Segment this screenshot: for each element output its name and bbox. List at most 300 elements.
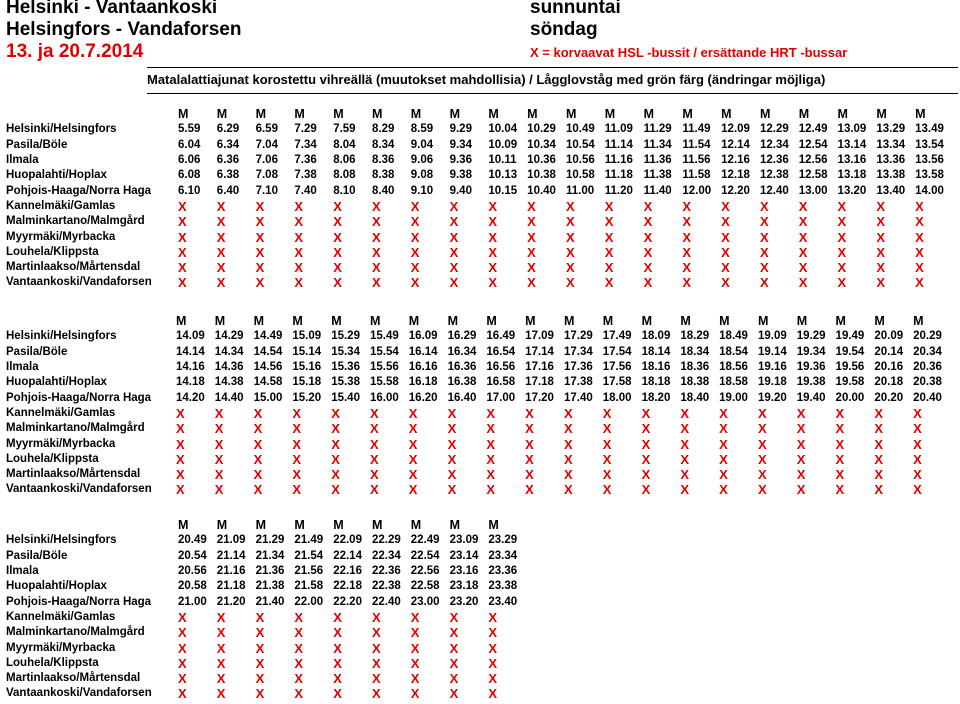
departure-time: 6.38 <box>216 169 240 182</box>
bus-replacement-mark: X <box>563 482 573 498</box>
bus-replacement-mark: X <box>835 451 845 467</box>
bus-replacement-mark: X <box>913 436 922 452</box>
train-type-header: M <box>602 314 614 329</box>
departure-time: 17.00 <box>486 391 516 404</box>
bus-replacement-mark: X <box>369 436 379 452</box>
departure-time: 12.56 <box>798 154 828 167</box>
bus-replacement-mark: X <box>447 451 457 467</box>
bus-replacement-mark: X <box>449 275 459 291</box>
bus-replacement-mark: X <box>680 482 690 498</box>
timetable-row <box>0 229 954 244</box>
timetable-row <box>0 579 527 594</box>
bus-replacement-mark: X <box>408 421 418 437</box>
bus-replacement-mark: X <box>757 405 767 421</box>
station-name: Martinlaakso/Mårtensdal <box>6 672 141 685</box>
departure-time: 18.36 <box>680 361 710 374</box>
train-type-header: M <box>641 314 652 329</box>
departure-time: 16.36 <box>447 361 477 374</box>
departure-time: 17.20 <box>525 391 554 404</box>
bus-replacement-mark: X <box>333 671 342 687</box>
station-name: Pohjois-Haaga/Norra Haga <box>6 595 152 608</box>
bus-replacement-mark: X <box>682 244 692 260</box>
bus-replacement-mark: X <box>255 229 265 245</box>
bus-replacement-mark: X <box>643 229 653 245</box>
departure-time: 20.54 <box>178 549 207 562</box>
bus-replacement-mark: X <box>408 482 418 498</box>
bus-replacement-mark: X <box>410 625 420 641</box>
weekday-fi: sunnuntai <box>530 0 621 18</box>
bus-legend: X = korvaavat HSL -bussit / ersättande HRT -bussar <box>530 45 848 60</box>
bus-replacement-mark: X <box>255 671 265 687</box>
timetable-row <box>0 686 527 701</box>
departure-time: 11.38 <box>643 169 672 182</box>
bus-replacement-mark: X <box>486 436 496 452</box>
departure-time: 17.36 <box>563 361 593 374</box>
timetable-row <box>0 467 952 482</box>
bus-replacement-mark: X <box>525 451 534 467</box>
timetable-row <box>0 564 527 579</box>
bus-replacement-mark: X <box>719 451 728 467</box>
bus-replacement-mark: X <box>796 405 806 421</box>
departure-time: 13.36 <box>876 154 906 167</box>
train-type-header: M <box>176 314 187 329</box>
departure-time: 17.29 <box>563 330 593 343</box>
departure-time: 23.20 <box>449 595 479 608</box>
departure-time: 13.40 <box>876 184 906 197</box>
bus-replacement-mark: X <box>565 260 575 276</box>
bus-replacement-mark: X <box>294 198 304 214</box>
departure-time: 13.14 <box>837 138 867 151</box>
bus-replacement-mark: X <box>680 451 690 467</box>
bus-replacement-mark: X <box>525 482 534 498</box>
departure-time: 7.59 <box>333 123 356 136</box>
bus-replacement-mark: X <box>643 244 653 260</box>
departure-time: 19.49 <box>835 330 865 343</box>
departure-time: 14.14 <box>176 345 205 358</box>
train-type-header: M <box>408 314 420 329</box>
bus-replacement-mark: X <box>757 467 767 483</box>
bus-replacement-mark: X <box>371 198 381 214</box>
bus-replacement-mark: X <box>837 275 847 291</box>
departure-time: 9.38 <box>449 169 472 182</box>
bus-replacement-mark: X <box>371 655 381 671</box>
bus-replacement-mark: X <box>488 214 498 230</box>
bus-replacement-mark: X <box>486 421 496 437</box>
departure-time: 18.16 <box>641 361 671 374</box>
departure-time: 19.58 <box>835 376 865 389</box>
station-name: Vantaankoski/Vandaforsen <box>6 483 152 496</box>
bus-replacement-mark: X <box>214 482 224 498</box>
bus-replacement-mark: X <box>333 625 342 641</box>
departure-time: 21.54 <box>294 549 324 562</box>
bus-replacement-mark: X <box>449 214 459 230</box>
departure-time: 21.18 <box>216 580 246 593</box>
bus-replacement-mark: X <box>371 609 381 625</box>
weekday-sv: söndag <box>530 19 598 40</box>
bus-replacement-mark: X <box>449 229 459 245</box>
departure-time: 15.40 <box>331 391 360 404</box>
departure-time: 14.49 <box>253 330 283 343</box>
bus-replacement-mark: X <box>333 198 342 214</box>
departure-time: 12.54 <box>798 138 828 151</box>
bus-replacement-mark: X <box>486 405 496 421</box>
train-type-header: M <box>757 314 769 329</box>
departure-time: 13.34 <box>876 138 906 151</box>
timetable-row <box>0 625 527 640</box>
departure-time: 21.00 <box>178 595 207 608</box>
timetable-row <box>0 482 952 497</box>
bus-replacement-mark: X <box>331 482 340 498</box>
departure-time: 13.29 <box>876 123 906 136</box>
timetable-row <box>0 360 952 375</box>
bus-replacement-mark: X <box>214 451 224 467</box>
departure-time: 6.34 <box>216 138 240 151</box>
departure-time: 15.16 <box>292 361 322 374</box>
bus-replacement-mark: X <box>798 214 808 230</box>
bus-replacement-mark: X <box>178 260 187 276</box>
departure-time: 17.18 <box>525 376 554 389</box>
bus-replacement-mark: X <box>563 421 573 437</box>
bus-replacement-mark: X <box>178 640 187 656</box>
departure-time: 15.20 <box>292 391 322 404</box>
departure-time: 19.34 <box>796 345 826 358</box>
bus-replacement-mark: X <box>721 229 730 245</box>
bus-replacement-mark: X <box>255 198 265 214</box>
bus-replacement-mark: X <box>913 451 922 467</box>
departure-time: 21.14 <box>216 549 246 562</box>
departure-time: 20.29 <box>913 330 942 343</box>
departure-time: 11.20 <box>604 184 633 197</box>
bus-replacement-mark: X <box>680 405 690 421</box>
bus-replacement-mark: X <box>874 482 884 498</box>
bus-replacement-mark: X <box>602 451 612 467</box>
bus-replacement-mark: X <box>178 198 187 214</box>
train-type-header: M <box>798 107 810 122</box>
bus-replacement-mark: X <box>410 275 420 291</box>
departure-time: 23.29 <box>488 534 518 547</box>
train-type-header: M <box>449 518 460 533</box>
departure-time: 11.49 <box>682 123 711 136</box>
departure-time: 19.16 <box>757 361 787 374</box>
bus-replacement-mark: X <box>525 436 534 452</box>
bus-replacement-mark: X <box>214 405 224 421</box>
bus-replacement-mark: X <box>563 436 573 452</box>
train-type-header: M <box>876 107 887 122</box>
departure-time: 14.29 <box>214 330 244 343</box>
timetable-row <box>0 275 954 290</box>
departure-time: 11.58 <box>682 169 711 182</box>
bus-replacement-mark: X <box>294 640 304 656</box>
timetable-row <box>0 375 952 390</box>
train-type-header: M <box>294 518 305 533</box>
bus-replacement-mark: X <box>410 640 420 656</box>
bus-replacement-mark: X <box>253 482 263 498</box>
bus-replacement-mark: X <box>913 405 922 421</box>
bus-replacement-mark: X <box>216 640 226 656</box>
timetable-block-1 <box>0 107 954 291</box>
bus-replacement-mark: X <box>835 405 845 421</box>
bus-replacement-mark: X <box>641 405 651 421</box>
timetable-row <box>0 421 952 436</box>
bus-replacement-mark: X <box>798 198 808 214</box>
departure-time: 21.09 <box>216 534 246 547</box>
bus-replacement-mark: X <box>447 467 457 483</box>
station-name: Pasila/Böle <box>6 549 68 562</box>
bus-replacement-mark: X <box>214 467 224 483</box>
bus-replacement-mark: X <box>874 451 884 467</box>
bus-replacement-mark: X <box>527 214 536 230</box>
bus-replacement-mark: X <box>447 421 457 437</box>
bus-replacement-mark: X <box>835 436 845 452</box>
bus-replacement-mark: X <box>214 421 224 437</box>
departure-time: 18.56 <box>719 361 748 374</box>
bus-replacement-mark: X <box>255 686 265 702</box>
departure-time: 16.00 <box>369 391 399 404</box>
bus-replacement-mark: X <box>913 467 922 483</box>
departure-time: 18.00 <box>602 391 632 404</box>
bus-replacement-mark: X <box>178 275 187 291</box>
station-name: Pohjois-Haaga/Norra Haga <box>6 184 152 197</box>
departure-time: 17.56 <box>602 361 632 374</box>
bus-replacement-mark: X <box>488 640 498 656</box>
departure-time: 15.09 <box>292 330 322 343</box>
departure-time: 20.20 <box>874 391 904 404</box>
departure-time: 17.16 <box>525 361 554 374</box>
bus-replacement-mark: X <box>371 686 381 702</box>
bus-replacement-mark: X <box>643 275 653 291</box>
bus-replacement-mark: X <box>410 198 420 214</box>
bus-replacement-mark: X <box>721 260 730 276</box>
bus-replacement-mark: X <box>604 260 614 276</box>
bus-replacement-mark: X <box>176 405 185 421</box>
departure-time: 11.14 <box>604 138 633 151</box>
timetable-row <box>0 406 952 421</box>
departure-time: 14.40 <box>214 391 244 404</box>
train-type-header: M <box>563 314 575 329</box>
departure-time: 16.20 <box>408 391 438 404</box>
departure-time: 11.36 <box>643 154 672 167</box>
bus-replacement-mark: X <box>333 229 342 245</box>
departure-time: 16.54 <box>486 345 516 358</box>
departure-time: 11.16 <box>604 154 633 167</box>
departure-time: 20.34 <box>913 345 942 358</box>
departure-time: 17.38 <box>563 376 593 389</box>
departure-time: 13.54 <box>915 138 944 151</box>
departure-time: 13.16 <box>837 154 867 167</box>
bus-replacement-mark: X <box>449 244 459 260</box>
departure-time: 17.09 <box>525 330 554 343</box>
station-name: Ilmala <box>6 565 39 578</box>
departure-time: 14.16 <box>176 361 205 374</box>
bus-replacement-mark: X <box>721 244 730 260</box>
bus-replacement-mark: X <box>410 609 420 625</box>
bus-replacement-mark: X <box>292 482 302 498</box>
bus-replacement-mark: X <box>874 421 884 437</box>
departure-time: 13.18 <box>837 169 867 182</box>
timetable-row <box>0 436 952 451</box>
station-name: Ilmala <box>6 154 39 167</box>
departure-time: 13.58 <box>915 169 944 182</box>
bus-replacement-mark: X <box>643 198 653 214</box>
departure-time: 6.59 <box>255 123 278 136</box>
bus-replacement-mark: X <box>915 214 924 230</box>
departure-time: 22.38 <box>371 580 401 593</box>
train-type-header: M <box>759 107 771 122</box>
departure-time: 18.58 <box>719 376 748 389</box>
departure-time: 21.36 <box>255 565 285 578</box>
bus-replacement-mark: X <box>371 244 381 260</box>
bus-replacement-mark: X <box>449 655 459 671</box>
bus-replacement-mark: X <box>682 229 692 245</box>
departure-time: 16.18 <box>408 376 438 389</box>
departure-time: 20.56 <box>178 565 207 578</box>
departure-time: 18.38 <box>680 376 710 389</box>
bus-replacement-mark: X <box>488 198 498 214</box>
departure-time: 15.49 <box>369 330 399 343</box>
departure-time: 12.34 <box>759 138 789 151</box>
bus-replacement-mark: X <box>488 671 498 687</box>
route-title-sv: Helsingfors - Vandaforsen <box>6 19 242 40</box>
departure-time: 19.38 <box>796 376 826 389</box>
departure-time: 7.36 <box>294 154 317 167</box>
departure-time: 10.54 <box>565 138 595 151</box>
departure-time: 11.34 <box>643 138 672 151</box>
train-type-header: M <box>410 107 422 122</box>
bus-replacement-mark: X <box>876 198 886 214</box>
departure-time: 20.18 <box>874 376 904 389</box>
bus-replacement-mark: X <box>915 260 924 276</box>
bus-replacement-mark: X <box>255 640 265 656</box>
bus-replacement-mark: X <box>294 671 304 687</box>
bus-replacement-mark: X <box>294 275 304 291</box>
departure-time: 10.49 <box>565 123 595 136</box>
bus-replacement-mark: X <box>641 436 651 452</box>
bus-replacement-mark: X <box>294 214 304 230</box>
departure-time: 10.09 <box>488 138 518 151</box>
train-type-header: M <box>216 107 228 122</box>
bus-replacement-mark: X <box>643 214 653 230</box>
bus-replacement-mark: X <box>565 214 575 230</box>
departure-time: 6.10 <box>178 184 201 197</box>
bus-replacement-mark: X <box>369 467 379 483</box>
bus-replacement-mark: X <box>874 467 884 483</box>
bus-replacement-mark: X <box>410 229 420 245</box>
departure-time: 15.36 <box>331 361 360 374</box>
train-type-header: M <box>333 107 344 122</box>
train-type-header: M <box>371 518 383 533</box>
departure-time: 12.58 <box>798 169 828 182</box>
bus-replacement-mark: X <box>563 451 573 467</box>
station-name: Louhela/Klippsta <box>6 452 99 465</box>
departure-time: 19.56 <box>835 361 865 374</box>
departure-time: 21.20 <box>216 595 246 608</box>
departure-time: 15.18 <box>292 376 322 389</box>
departure-time: 22.49 <box>410 534 440 547</box>
departure-time: 11.56 <box>682 154 711 167</box>
train-type-header: M <box>837 107 848 122</box>
bus-replacement-mark: X <box>757 421 767 437</box>
departure-time: 20.58 <box>178 580 207 593</box>
bus-replacement-mark: X <box>216 260 226 276</box>
bus-replacement-mark: X <box>874 405 884 421</box>
bus-replacement-mark: X <box>178 229 187 245</box>
bus-replacement-mark: X <box>798 244 808 260</box>
train-type-header: M <box>604 107 616 122</box>
bus-replacement-mark: X <box>488 229 498 245</box>
departure-time: 8.59 <box>410 123 434 136</box>
departure-time: 12.38 <box>759 169 789 182</box>
bus-replacement-mark: X <box>525 467 534 483</box>
departure-time: 21.58 <box>294 580 324 593</box>
station-name: Huopalahti/Hoplax <box>6 580 107 593</box>
departure-time: 22.34 <box>371 549 401 562</box>
train-type-header: M <box>525 314 536 329</box>
departure-time: 21.56 <box>294 565 324 578</box>
departure-time: 13.00 <box>798 184 828 197</box>
timetable-row <box>0 199 954 214</box>
departure-time: 8.38 <box>371 169 395 182</box>
station-name: Malminkartano/Malmgård <box>6 422 145 435</box>
timetable-row <box>0 640 527 655</box>
station-name: Vantaankoski/Vandaforsen <box>6 687 152 700</box>
departure-time: 18.18 <box>641 376 671 389</box>
bus-replacement-mark: X <box>486 482 496 498</box>
departure-time: 18.34 <box>680 345 710 358</box>
timetable-row <box>0 183 954 198</box>
departure-time: 10.58 <box>565 169 595 182</box>
departure-time: 16.58 <box>486 376 516 389</box>
station-name: Louhela/Klippsta <box>6 245 99 258</box>
departure-time: 6.08 <box>178 169 201 182</box>
departure-time: 17.40 <box>563 391 593 404</box>
bus-replacement-mark: X <box>294 625 304 641</box>
departure-time: 6.04 <box>178 138 201 151</box>
departure-time: 23.16 <box>449 565 479 578</box>
departure-time: 19.14 <box>757 345 787 358</box>
bus-replacement-mark: X <box>680 421 690 437</box>
train-type-header: M <box>292 314 303 329</box>
bus-replacement-mark: X <box>721 214 730 230</box>
train-type-header: M <box>565 107 577 122</box>
bus-replacement-mark: X <box>759 229 769 245</box>
departure-time: 7.34 <box>294 138 317 151</box>
departure-time: 22.58 <box>410 580 440 593</box>
bus-replacement-mark: X <box>604 198 614 214</box>
bus-replacement-mark: X <box>915 229 924 245</box>
bus-replacement-mark: X <box>796 467 806 483</box>
bus-replacement-mark: X <box>913 482 922 498</box>
timetable-row <box>0 168 954 183</box>
departure-time: 9.06 <box>410 154 434 167</box>
bus-replacement-mark: X <box>565 244 575 260</box>
train-type-header: M <box>449 107 460 122</box>
bus-replacement-mark: X <box>719 482 728 498</box>
departure-time: 18.49 <box>719 330 748 343</box>
departure-time: 12.29 <box>759 123 789 136</box>
departure-time: 13.38 <box>876 169 906 182</box>
departure-time: 8.08 <box>333 169 356 182</box>
bus-replacement-mark: X <box>333 655 342 671</box>
departure-time: 19.29 <box>796 330 826 343</box>
departure-time: 19.20 <box>757 391 787 404</box>
departure-time: 22.18 <box>333 580 362 593</box>
station-name: Malminkartano/Malmgård <box>6 215 145 228</box>
bus-replacement-mark: X <box>176 451 185 467</box>
bus-replacement-mark: X <box>331 421 340 437</box>
bus-replacement-mark: X <box>757 451 767 467</box>
bus-replacement-mark: X <box>602 421 612 437</box>
bus-replacement-mark: X <box>255 260 265 276</box>
